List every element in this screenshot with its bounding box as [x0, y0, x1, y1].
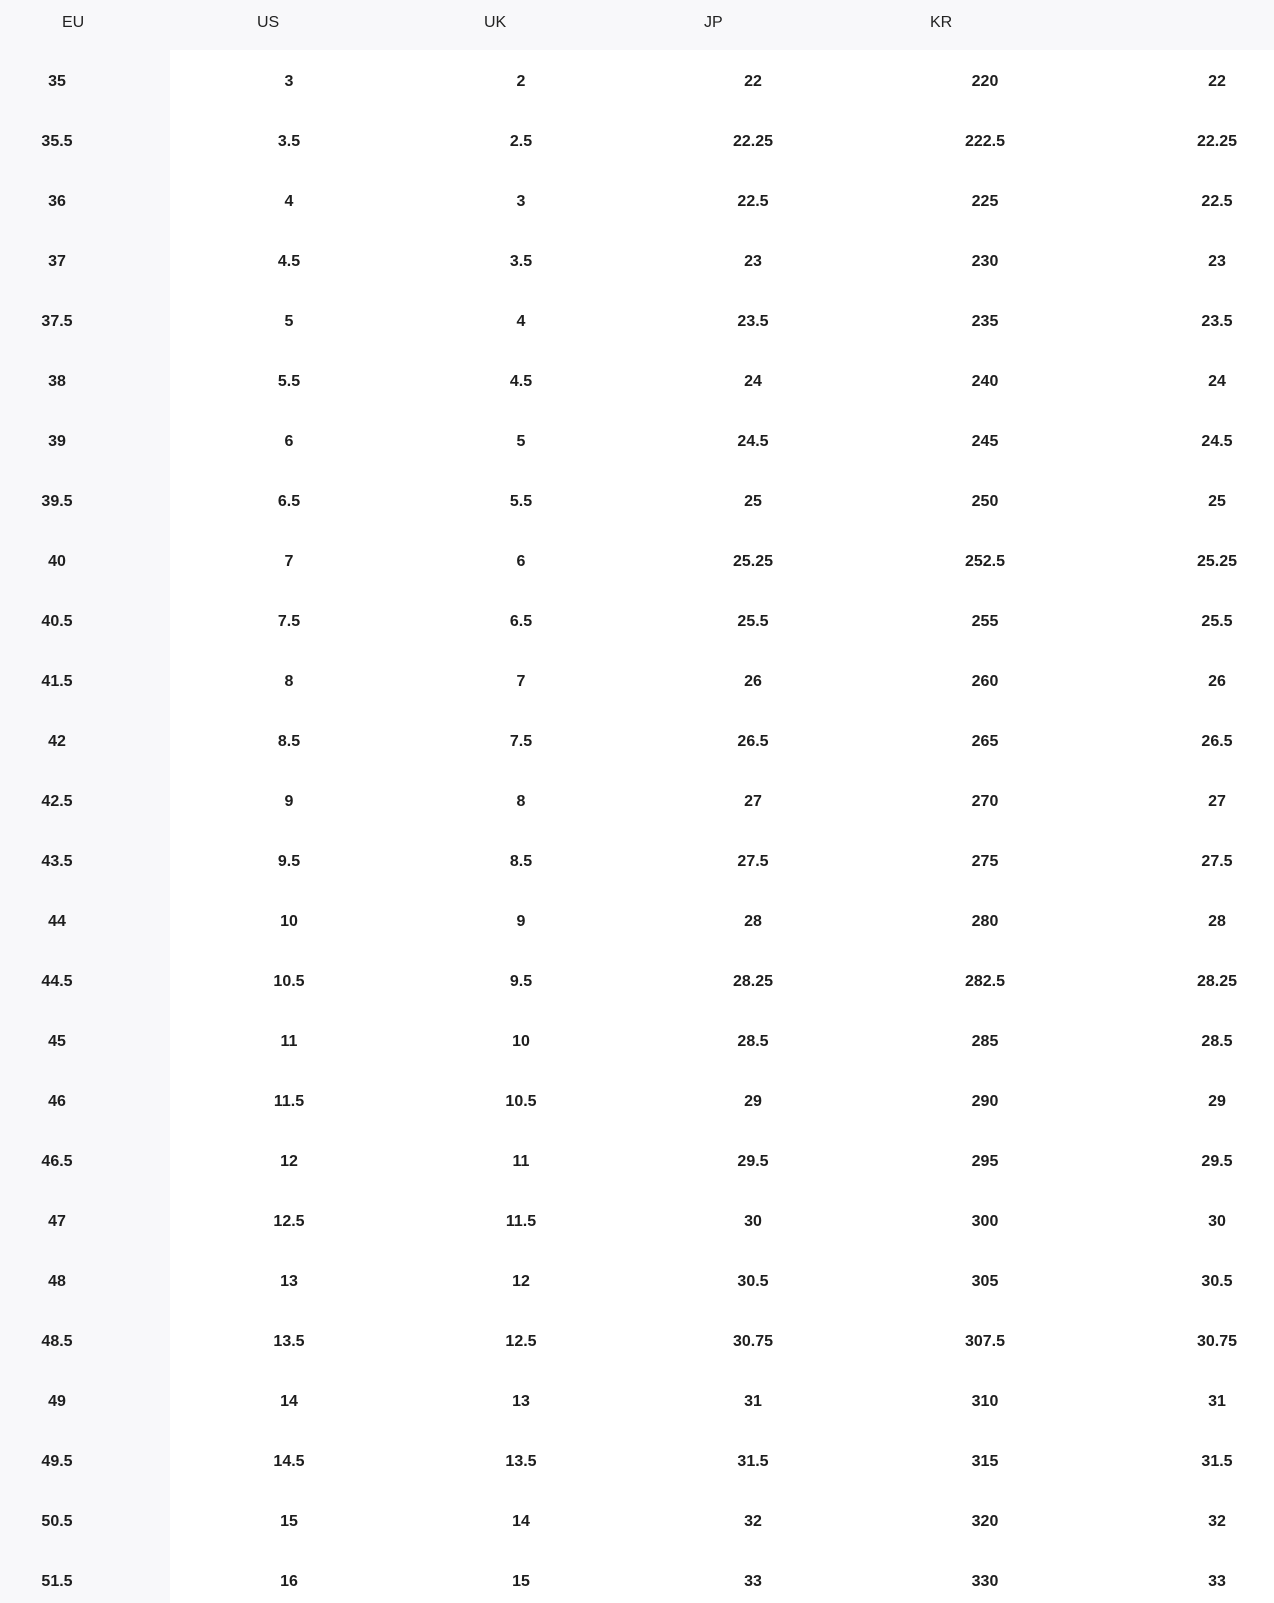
cell-extra: 29 — [1208, 1093, 1226, 1110]
cell-kr: 222.5 — [964, 133, 1006, 150]
cell-extra: 25 — [1208, 493, 1226, 510]
cell-uk: 7.5 — [509, 733, 533, 750]
cell-kr: 245 — [971, 433, 999, 450]
cell-eu: 35.5 — [41, 133, 73, 150]
cell-eu: 49.5 — [41, 1453, 73, 1470]
cell-kr: 252.5 — [964, 553, 1006, 570]
cell-extra: 23 — [1208, 253, 1226, 270]
cell-eu: 38 — [48, 373, 66, 390]
cell-eu: 48.5 — [41, 1333, 73, 1350]
table-row — [0, 712, 1274, 772]
cell-kr: 230 — [971, 253, 999, 270]
cell-kr: 280 — [971, 913, 999, 930]
cell-jp: 27 — [744, 793, 762, 810]
cell-us: 6.5 — [277, 493, 301, 510]
cell-kr: 240 — [971, 373, 999, 390]
cell-us: 14 — [280, 1393, 298, 1410]
cell-kr: 315 — [971, 1453, 999, 1470]
cell-uk: 3.5 — [509, 253, 533, 270]
cell-extra: 28.25 — [1196, 973, 1238, 990]
cell-extra: 23.5 — [1201, 313, 1233, 330]
header-jp: JP — [704, 14, 723, 31]
cell-uk: 2 — [516, 73, 526, 90]
cell-uk: 8 — [516, 793, 526, 810]
cell-kr: 330 — [971, 1573, 999, 1590]
cell-extra: 22.5 — [1201, 193, 1233, 210]
cell-jp: 30.5 — [737, 1273, 769, 1290]
table-row — [0, 1312, 1274, 1372]
cell-eu: 47 — [48, 1213, 66, 1230]
cell-kr: 290 — [971, 1093, 999, 1110]
cell-eu: 46.5 — [41, 1153, 73, 1170]
header-kr: KR — [930, 14, 953, 31]
cell-uk: 12.5 — [505, 1333, 537, 1350]
cell-us: 5 — [284, 313, 294, 330]
cell-us: 4 — [284, 193, 294, 210]
cell-us: 11.5 — [273, 1093, 305, 1110]
cell-jp: 30.75 — [732, 1333, 774, 1350]
table-row — [0, 232, 1274, 292]
table-row — [0, 172, 1274, 232]
table-row — [0, 292, 1274, 352]
cell-extra: 32 — [1208, 1513, 1226, 1530]
cell-extra: 29.5 — [1201, 1153, 1233, 1170]
cell-uk: 13 — [512, 1393, 530, 1410]
cell-eu: 39.5 — [41, 493, 73, 510]
cell-eu: 44 — [48, 913, 66, 930]
table-row — [0, 652, 1274, 712]
cell-jp: 28.25 — [732, 973, 774, 990]
cell-eu: 39 — [48, 433, 66, 450]
cell-eu: 36 — [48, 193, 66, 210]
cell-jp: 23 — [744, 253, 762, 270]
cell-eu: 51.5 — [41, 1573, 73, 1590]
cell-uk: 10.5 — [505, 1093, 537, 1110]
cell-extra: 31.5 — [1201, 1453, 1233, 1470]
cell-jp: 24 — [744, 373, 762, 390]
cell-us: 16 — [280, 1573, 298, 1590]
cell-jp: 23.5 — [737, 313, 769, 330]
cell-us: 6 — [284, 433, 294, 450]
cell-uk: 11 — [512, 1153, 530, 1170]
cell-eu: 50.5 — [41, 1513, 73, 1530]
cell-eu: 42.5 — [41, 793, 73, 810]
cell-jp: 28.5 — [737, 1033, 769, 1050]
cell-uk: 9.5 — [509, 973, 533, 990]
cell-us: 12 — [280, 1153, 298, 1170]
cell-kr: 225 — [971, 193, 999, 210]
cell-extra: 25.5 — [1201, 613, 1233, 630]
cell-extra: 30 — [1208, 1213, 1226, 1230]
cell-uk: 12 — [512, 1273, 530, 1290]
cell-jp: 25 — [744, 493, 762, 510]
cell-jp: 24.5 — [737, 433, 769, 450]
table-row — [0, 1252, 1274, 1312]
cell-kr: 275 — [971, 853, 999, 870]
table-row — [0, 1012, 1274, 1072]
cell-uk: 4 — [516, 313, 526, 330]
cell-uk: 4.5 — [509, 373, 533, 390]
table-row — [0, 52, 1274, 112]
cell-us: 4.5 — [277, 253, 301, 270]
cell-eu: 40.5 — [41, 613, 73, 630]
cell-eu: 40 — [48, 553, 66, 570]
cell-extra: 22 — [1208, 73, 1226, 90]
cell-uk: 15 — [512, 1573, 530, 1590]
cell-jp: 25.25 — [732, 553, 774, 570]
header-uk: UK — [484, 14, 507, 31]
cell-us: 5.5 — [277, 373, 301, 390]
cell-eu: 37 — [48, 253, 66, 270]
cell-us: 15 — [280, 1513, 298, 1530]
table-row — [0, 352, 1274, 412]
cell-jp: 33 — [744, 1573, 762, 1590]
cell-jp: 31 — [744, 1393, 762, 1410]
cell-eu: 42 — [48, 733, 66, 750]
cell-kr: 270 — [971, 793, 999, 810]
cell-extra: 27 — [1208, 793, 1226, 810]
table-row — [0, 892, 1274, 952]
cell-eu: 44.5 — [41, 973, 73, 990]
cell-us: 8.5 — [277, 733, 301, 750]
table-row — [0, 1372, 1274, 1432]
cell-eu: 37.5 — [41, 313, 73, 330]
cell-uk: 5 — [516, 433, 526, 450]
cell-uk: 6 — [516, 553, 526, 570]
cell-jp: 22.25 — [732, 133, 774, 150]
cell-us: 14.5 — [273, 1453, 305, 1470]
cell-extra: 28 — [1208, 913, 1226, 930]
cell-us: 11 — [280, 1033, 298, 1050]
cell-us: 13.5 — [273, 1333, 305, 1350]
cell-jp: 32 — [744, 1513, 762, 1530]
table-row — [0, 532, 1274, 592]
cell-uk: 6.5 — [509, 613, 533, 630]
table-row — [0, 772, 1274, 832]
cell-jp: 26 — [744, 673, 762, 690]
cell-extra: 27.5 — [1201, 853, 1233, 870]
cell-kr: 300 — [971, 1213, 999, 1230]
cell-eu: 45 — [48, 1033, 66, 1050]
cell-jp: 28 — [744, 913, 762, 930]
cell-kr: 260 — [971, 673, 999, 690]
cell-extra: 31 — [1208, 1393, 1226, 1410]
table-body — [0, 52, 1274, 1603]
cell-jp: 22.5 — [737, 193, 769, 210]
table-row — [0, 952, 1274, 1012]
cell-kr: 250 — [971, 493, 999, 510]
cell-extra: 24.5 — [1201, 433, 1233, 450]
cell-us: 7 — [284, 553, 294, 570]
cell-extra: 26 — [1208, 673, 1226, 690]
cell-uk: 3 — [516, 193, 526, 210]
cell-eu: 46 — [48, 1093, 66, 1110]
cell-us: 7.5 — [277, 613, 301, 630]
cell-kr: 282.5 — [964, 973, 1006, 990]
cell-us: 3 — [284, 73, 294, 90]
cell-us: 10.5 — [273, 973, 305, 990]
cell-us: 9 — [284, 793, 294, 810]
cell-jp: 26.5 — [737, 733, 769, 750]
table-row — [0, 1072, 1274, 1132]
cell-us: 9.5 — [277, 853, 301, 870]
header-us: US — [257, 14, 280, 31]
cell-us: 12.5 — [273, 1213, 305, 1230]
cell-us: 3.5 — [277, 133, 301, 150]
cell-extra: 24 — [1208, 373, 1226, 390]
cell-jp: 25.5 — [737, 613, 769, 630]
cell-uk: 5.5 — [509, 493, 533, 510]
cell-eu: 48 — [48, 1273, 66, 1290]
cell-kr: 265 — [971, 733, 999, 750]
cell-eu: 35 — [48, 73, 66, 90]
cell-kr: 285 — [971, 1033, 999, 1050]
table-header-row — [0, 0, 1274, 50]
cell-eu: 49 — [48, 1393, 66, 1410]
cell-extra: 26.5 — [1201, 733, 1233, 750]
table-row — [0, 1492, 1274, 1552]
table-row — [0, 472, 1274, 532]
cell-kr: 305 — [971, 1273, 999, 1290]
cell-jp: 22 — [744, 73, 762, 90]
table-row — [0, 832, 1274, 892]
cell-kr: 235 — [971, 313, 999, 330]
cell-jp: 29 — [744, 1093, 762, 1110]
cell-us: 8 — [284, 673, 294, 690]
cell-eu: 43.5 — [41, 853, 73, 870]
cell-extra: 22.25 — [1196, 133, 1238, 150]
cell-jp: 27.5 — [737, 853, 769, 870]
cell-extra: 33 — [1208, 1573, 1226, 1590]
table-row — [0, 1192, 1274, 1252]
cell-kr: 310 — [971, 1393, 999, 1410]
cell-extra: 25.25 — [1196, 553, 1238, 570]
cell-extra: 30.75 — [1196, 1333, 1238, 1350]
table-row — [0, 412, 1274, 472]
table-row — [0, 1132, 1274, 1192]
cell-us: 10 — [280, 913, 298, 930]
cell-eu: 41.5 — [41, 673, 73, 690]
cell-jp: 30 — [744, 1213, 762, 1230]
cell-kr: 255 — [971, 613, 999, 630]
table-row — [0, 112, 1274, 172]
cell-uk: 8.5 — [509, 853, 533, 870]
cell-uk: 14 — [512, 1513, 530, 1530]
cell-uk: 7 — [516, 673, 526, 690]
table-row — [0, 1552, 1274, 1603]
cell-uk: 2.5 — [509, 133, 533, 150]
cell-kr: 295 — [971, 1153, 999, 1170]
cell-kr: 307.5 — [964, 1333, 1006, 1350]
table-row — [0, 1432, 1274, 1492]
cell-kr: 320 — [971, 1513, 999, 1530]
cell-uk: 9 — [516, 913, 526, 930]
header-eu: EU — [62, 14, 85, 31]
cell-extra: 30.5 — [1201, 1273, 1233, 1290]
cell-jp: 31.5 — [737, 1453, 769, 1470]
cell-jp: 29.5 — [737, 1153, 769, 1170]
table-row — [0, 592, 1274, 652]
cell-uk: 11.5 — [505, 1213, 537, 1230]
cell-uk: 10 — [512, 1033, 530, 1050]
cell-us: 13 — [280, 1273, 298, 1290]
cell-kr: 220 — [971, 73, 999, 90]
cell-extra: 28.5 — [1201, 1033, 1233, 1050]
cell-uk: 13.5 — [505, 1453, 537, 1470]
